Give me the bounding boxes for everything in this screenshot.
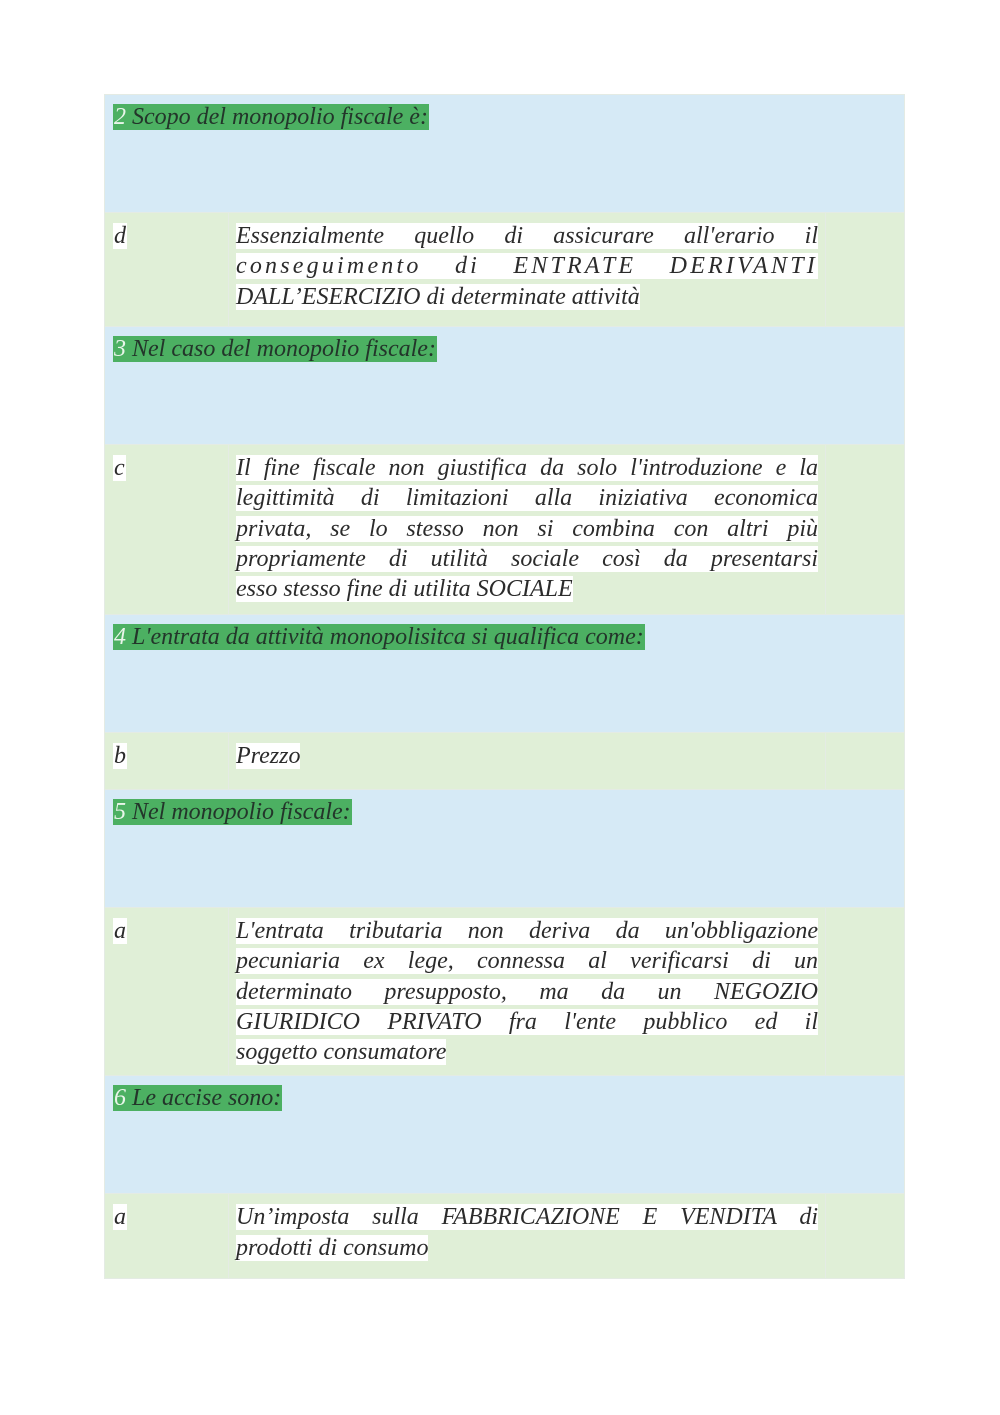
answer-line: prodotti di consumo: [236, 1234, 429, 1261]
answer-row: [105, 213, 905, 327]
answer-text: [236, 221, 818, 312]
answer-line: Prezzo: [236, 743, 301, 769]
answer-line: privata, se lo stesso non si combina con altri più: [236, 515, 818, 542]
question-cell: [105, 615, 905, 733]
quiz-table: [104, 94, 905, 1279]
answer-line: GIURIDICO PRIVATO fra l'ente pubblico ed il: [236, 1008, 818, 1035]
answer-letter: c: [114, 455, 125, 481]
answer-text-cell: [229, 908, 826, 1076]
question-highlight: [113, 624, 645, 650]
question-text: Le accise sono:: [132, 1085, 282, 1112]
answer-line: Essenzialmente quello di assicurare all'erario il: [236, 223, 818, 249]
answer-line: pecuniaria ex lege, connessa al verificarsi di un: [236, 948, 818, 975]
question-number: 4: [114, 624, 126, 650]
question-row: [105, 615, 905, 733]
question-cell: [105, 95, 905, 213]
answer-letter-cell: [105, 733, 229, 790]
empty-cell: [826, 908, 905, 1076]
question-row: [105, 1076, 905, 1194]
question-row: [105, 790, 905, 908]
question-row: [105, 327, 905, 445]
empty-cell: [826, 1194, 905, 1279]
answer-letter-cell: [105, 213, 229, 327]
answer-letter-cell: [105, 1194, 229, 1279]
question-number: 2: [114, 104, 126, 130]
answer-text: [236, 741, 818, 771]
empty-cell: [826, 445, 905, 615]
answer-letter: a: [114, 918, 126, 944]
question-cell: [105, 327, 905, 445]
answer-letter-cell: [105, 445, 229, 615]
answer-line: propriamente di utilità sociale così da presentarsi: [236, 545, 818, 572]
answer-line: determinato presupposto, ma da un NEGOZIO: [236, 978, 818, 1005]
question-number: 3: [114, 336, 126, 362]
answer-line: esso stesso fine di utilita SOCIALE: [236, 576, 573, 603]
question-number: 6: [114, 1085, 126, 1112]
answer-text-cell: [229, 213, 826, 327]
answer-line: Il fine fiscale non giustifica da solo l'introduzione e la: [236, 455, 818, 481]
question-highlight: [113, 799, 352, 825]
answer-letter: b: [114, 743, 126, 769]
answer-text: [236, 453, 818, 604]
answer-text-cell: [229, 733, 826, 790]
answer-letter-cell: [105, 908, 229, 1076]
question-text: Scopo del monopolio fiscale è:: [132, 104, 428, 130]
question-cell: [105, 1076, 905, 1194]
answer-row: [105, 733, 905, 790]
question-text: Nel monopolio fiscale:: [132, 799, 351, 825]
question-row: [105, 95, 905, 213]
answer-row: [105, 445, 905, 615]
question-highlight: [113, 104, 429, 130]
answer-line: conseguimento di ENTRATE DERIVANTI: [236, 253, 818, 280]
answer-letter: a: [114, 1204, 126, 1231]
question-text: Nel caso del monopolio fiscale:: [132, 336, 436, 362]
question-highlight: [113, 336, 437, 362]
question-cell: [105, 790, 905, 908]
question-number: 5: [114, 799, 126, 825]
answer-line: soggetto consumatore: [236, 1039, 447, 1066]
question-text: L'entrata da attività monopolisitca si qualifica come:: [132, 624, 644, 650]
question-highlight: [113, 1085, 282, 1111]
empty-cell: [826, 213, 905, 327]
answer-text: [236, 916, 818, 1067]
answer-text-cell: [229, 445, 826, 615]
answer-line: legittimità di limitazioni alla iniziativa economica: [236, 485, 818, 512]
empty-cell: [826, 733, 905, 790]
answer-row: [105, 908, 905, 1076]
answer-letter: d: [114, 223, 126, 249]
answer-text-cell: [229, 1194, 826, 1279]
answer-line: Un’imposta sulla FABBRICAZIONE E VENDITA di: [236, 1204, 818, 1231]
answer-text: [236, 1202, 818, 1263]
answer-line: L'entrata tributaria non deriva da un'obbligazione: [236, 918, 818, 944]
answer-row: [105, 1194, 905, 1279]
answer-line: DALL’ESERCIZIO di determinate attività: [236, 283, 640, 310]
